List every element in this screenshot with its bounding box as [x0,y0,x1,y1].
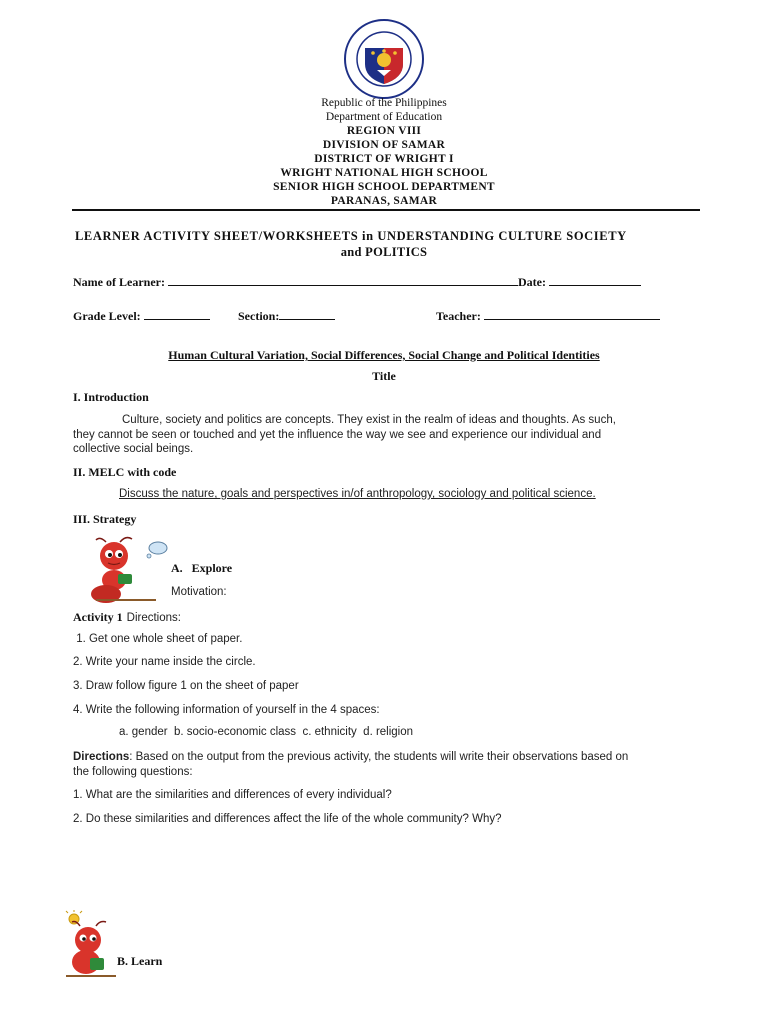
teacher-label: Teacher: [436,309,481,323]
teacher-field [436,309,660,324]
explore-letter: A. [171,561,183,575]
options-list: a. gender b. socio-economic class c. ethnicity d. religion [119,726,414,738]
section-input-line[interactable] [279,309,335,320]
step-item: 2. Write your name inside the circle. [73,656,256,668]
step-item: 4. Write the following information of yourself in the 4 spaces: [73,704,380,716]
ant-thinking-illustration [86,534,170,606]
name-label: Name of Learner: [73,275,165,289]
strategy-heading: III. Strategy [73,512,137,526]
header-division: DIVISION OF SAMAR [322,139,446,151]
header-divider [72,209,700,211]
grade-label: Grade Level: [73,309,141,323]
directions-label: Directions [73,751,130,763]
date-label: Date: [517,275,546,289]
grade-input-line[interactable] [144,309,210,320]
question-item: 1. What are the similarities and differences of every individual? [73,789,392,801]
grade-field [73,309,210,324]
activity-directions-label: Directions: [126,612,181,624]
ant-lightbulb-illustration [62,910,120,980]
introduction-line3: collective social beings. [73,443,194,455]
directions-paragraph [73,751,628,763]
header-region: REGION VIII [346,125,422,137]
directions-line2: the following questions: [73,766,193,778]
section-label: Section: [238,309,280,323]
name-input-line[interactable] [168,275,518,286]
introduction-line1: Culture, society and politics are concepts. They exist in the realm of ideas and thoughts. As such, [122,414,616,426]
teacher-input-line[interactable] [484,309,660,320]
deped-seal [343,18,425,100]
step-item: 3. Draw follow figure 1 on the sheet of paper [73,680,299,692]
topic-title: Human Cultural Variation, Social Differences, Social Change and Political Identities [168,348,600,362]
step-item: 1. Get one whole sheet of paper. [73,633,243,645]
header-department-shs: SENIOR HIGH SCHOOL DEPARTMENT [273,181,495,193]
header-department: Department of Education [325,111,443,123]
header-republic: Republic of the Philippines [321,97,447,109]
date-input-line[interactable] [549,275,641,286]
motivation-label: Motivation: [171,586,227,598]
topic-caption: Title [372,369,396,383]
explore-text: Explore [191,561,233,575]
directions-text: : Based on the output from the previous activity, the students will write their observations based on [129,751,629,763]
name-field-row [73,275,713,290]
activity-heading [73,608,181,626]
activity-label: Activity 1 [73,610,123,624]
header-district: DISTRICT OF WRIGHT I [314,153,454,165]
worksheet-title-line1: LEARNER ACTIVITY SHEET/WORKSHEETS in UNDERSTANDING CULTURE SOCIETY [75,229,627,243]
worksheet-title-line2: and POLITICS [340,245,428,259]
explore-label [171,561,232,576]
header-school: WRIGHT NATIONAL HIGH SCHOOL [280,167,488,179]
question-item: 2. Do these similarities and differences affect the life of the whole community? Why? [73,813,502,825]
introduction-line2: they cannot be seen or touched and yet the influence the way we see and experience our individual and [73,429,602,441]
header-address: PARANAS, SAMAR [330,195,438,207]
section-field [238,309,335,324]
melc-text: Discuss the nature, goals and perspectives in/of anthropology, sociology and political science. [119,488,596,500]
melc-heading: II. MELC with code [73,465,177,479]
learn-label: B. Learn [117,954,163,968]
introduction-heading: I. Introduction [73,390,149,404]
